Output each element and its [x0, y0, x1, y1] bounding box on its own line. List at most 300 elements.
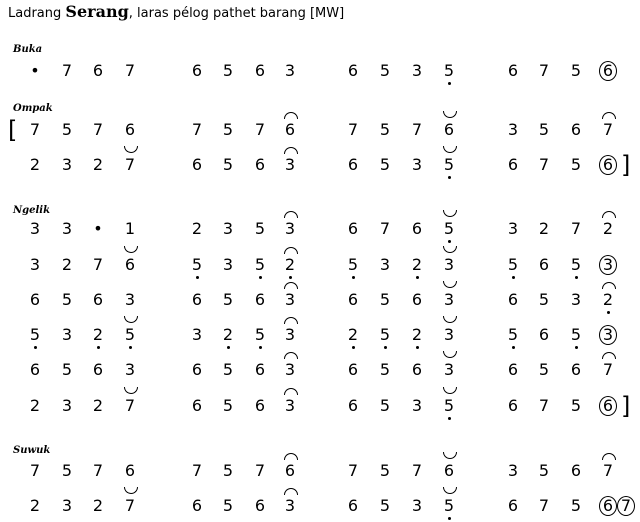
note — [502, 289, 524, 311]
note-glyph: 1 — [124, 219, 136, 238]
note-kenong-marked — [597, 359, 619, 381]
note — [565, 495, 587, 517]
note-glyph: 7 — [347, 461, 359, 480]
note-glyph: 5 — [61, 290, 73, 309]
note-kempul-marked — [438, 119, 460, 141]
note-glyph: 3 — [124, 290, 136, 309]
note-kenong-marked — [279, 495, 301, 517]
note-glyph: 3 — [191, 325, 203, 344]
note-kempul-marked — [438, 218, 460, 240]
note-glyph: 6 — [254, 61, 266, 80]
note — [186, 289, 208, 311]
note-glyph: 3 — [443, 290, 455, 309]
note — [186, 395, 208, 417]
note — [533, 218, 555, 240]
note — [406, 289, 428, 311]
note-glyph: 3 — [411, 496, 423, 515]
note-kenong-marked — [279, 218, 301, 240]
note-glyph: 2 — [602, 290, 614, 309]
note-glyph: 2 — [92, 496, 104, 515]
note-glyph: 3 — [507, 219, 519, 238]
note-glyph: 6 — [599, 396, 617, 416]
note-glyph: 6 — [347, 396, 359, 415]
note-glyph: • — [30, 61, 40, 80]
note-glyph: 7 — [92, 255, 104, 274]
note — [406, 395, 428, 417]
note-glyph: 6 — [347, 155, 359, 174]
note — [374, 60, 396, 82]
note — [374, 289, 396, 311]
note-glyph: 2 — [92, 155, 104, 174]
note — [249, 395, 271, 417]
note — [24, 254, 46, 276]
note — [119, 359, 141, 381]
note-glyph: 5 — [507, 255, 519, 274]
note — [533, 119, 555, 141]
section-label-ngelik: Ngelik — [13, 205, 51, 216]
note-glyph: 6 — [443, 461, 455, 480]
note-kempul-marked — [438, 289, 460, 311]
note — [186, 495, 208, 517]
note — [342, 495, 364, 517]
note-glyph: 6 — [124, 255, 136, 274]
note — [119, 289, 141, 311]
note — [533, 289, 555, 311]
note-glyph: 7 — [124, 496, 136, 515]
note-glyph: 6 — [411, 219, 423, 238]
note-glyph: 7 — [602, 461, 614, 480]
note — [56, 119, 78, 141]
note — [502, 460, 524, 482]
note-kempul-marked — [438, 460, 460, 482]
note-glyph: 3 — [443, 255, 455, 274]
title-suffix: , laras pélog pathet barang [MW] — [128, 6, 345, 21]
note-glyph: 5 — [570, 255, 582, 274]
note-glyph: 5 — [443, 155, 455, 174]
note-glyph: 3 — [443, 325, 455, 344]
note-glyph: 7 — [124, 61, 136, 80]
note-glyph: 5 — [347, 255, 359, 274]
note — [217, 395, 239, 417]
note-glyph: 5 — [222, 155, 234, 174]
note — [502, 495, 524, 517]
note — [406, 460, 428, 482]
note-glyph: • — [93, 219, 103, 238]
note — [186, 218, 208, 240]
note-glyph: 7 — [570, 219, 582, 238]
note-glyph: 7 — [92, 120, 104, 139]
note-glyph: 5 — [254, 255, 266, 274]
note — [24, 324, 46, 346]
note-glyph: 3 — [284, 290, 296, 309]
note — [374, 359, 396, 381]
note — [406, 324, 428, 346]
section-label-buka: Buka — [13, 44, 43, 55]
note-kenong-marked — [279, 154, 301, 176]
note — [565, 119, 587, 141]
note-glyph: 5 — [570, 325, 582, 344]
note-glyph: 6 — [347, 360, 359, 379]
note — [217, 289, 239, 311]
note-gong-marked — [597, 395, 619, 417]
note — [186, 60, 208, 82]
note-kenong-marked — [279, 395, 301, 417]
note-glyph: 5 — [379, 290, 391, 309]
note-glyph: 6 — [347, 61, 359, 80]
note — [87, 119, 109, 141]
note-glyph: 5 — [254, 219, 266, 238]
note-glyph: 6 — [254, 360, 266, 379]
note-kempul-marked — [438, 254, 460, 276]
note-glyph: 2 — [222, 325, 234, 344]
note — [533, 154, 555, 176]
note-glyph: 6 — [124, 461, 136, 480]
note-glyph: 7 — [29, 461, 41, 480]
note — [406, 60, 428, 82]
note-glyph: 6 — [191, 496, 203, 515]
note-kenong-marked — [279, 289, 301, 311]
note-gong-marked — [597, 254, 619, 276]
note-glyph: 6 — [124, 120, 136, 139]
note-glyph: 3 — [222, 255, 234, 274]
note-glyph: 6 — [538, 325, 550, 344]
note-glyph: 6 — [507, 496, 519, 515]
note — [56, 60, 78, 82]
note-glyph: 5 — [443, 61, 455, 80]
note-glyph: 3 — [61, 325, 73, 344]
note-glyph: 7 — [602, 120, 614, 139]
note-glyph: 2 — [29, 396, 41, 415]
note — [342, 154, 364, 176]
note — [565, 460, 587, 482]
note-kenong-marked — [279, 460, 301, 482]
note-glyph: 3 — [411, 396, 423, 415]
note — [217, 359, 239, 381]
note-glyph: 5 — [222, 290, 234, 309]
note-glyph: 6 — [599, 155, 617, 175]
note-glyph: 3 — [284, 155, 296, 174]
note — [502, 324, 524, 346]
note — [249, 60, 271, 82]
note-glyph: 6 — [507, 290, 519, 309]
note-glyph: 6 — [254, 290, 266, 309]
note-glyph: 6 — [347, 496, 359, 515]
note-glyph: 3 — [61, 496, 73, 515]
note — [217, 218, 239, 240]
note-glyph: 6 — [507, 61, 519, 80]
note-gong-marked — [597, 60, 619, 82]
note-kempul-marked — [119, 395, 141, 417]
note-glyph: 7 — [602, 360, 614, 379]
note — [87, 359, 109, 381]
note-kenong-marked — [597, 460, 619, 482]
note — [342, 119, 364, 141]
note — [87, 254, 109, 276]
note-glyph: 6 — [191, 396, 203, 415]
note — [374, 324, 396, 346]
note — [217, 154, 239, 176]
note — [502, 218, 524, 240]
note — [374, 254, 396, 276]
note-glyph: 5 — [570, 61, 582, 80]
note-glyph: 6 — [191, 61, 203, 80]
note-glyph: 7 — [538, 396, 550, 415]
rest-dot — [87, 218, 109, 240]
note — [24, 395, 46, 417]
note — [249, 359, 271, 381]
note — [502, 254, 524, 276]
note — [24, 460, 46, 482]
note — [342, 395, 364, 417]
note — [533, 359, 555, 381]
repeat-bracket-open: [ — [8, 116, 18, 144]
note-glyph: 2 — [602, 219, 614, 238]
note-glyph: 3 — [61, 219, 73, 238]
note — [217, 60, 239, 82]
note — [374, 395, 396, 417]
note — [279, 60, 301, 82]
note-gong-marked — [597, 154, 619, 176]
note-glyph: 3 — [507, 120, 519, 139]
note — [87, 460, 109, 482]
note — [565, 60, 587, 82]
note-glyph: 5 — [379, 325, 391, 344]
note — [374, 460, 396, 482]
note — [186, 460, 208, 482]
note-glyph: 3 — [284, 61, 296, 80]
note-glyph: 5 — [538, 461, 550, 480]
note — [502, 395, 524, 417]
note-glyph: 3 — [443, 360, 455, 379]
note — [87, 154, 109, 176]
note-glyph: 6 — [599, 61, 617, 81]
note-gong-marked — [597, 324, 619, 346]
note — [533, 460, 555, 482]
note — [502, 359, 524, 381]
note — [374, 154, 396, 176]
note-glyph: 6 — [443, 120, 455, 139]
note-glyph: 3 — [570, 290, 582, 309]
note — [217, 324, 239, 346]
note-glyph: 2 — [538, 219, 550, 238]
note — [342, 218, 364, 240]
note-glyph: 6 — [254, 496, 266, 515]
note — [249, 154, 271, 176]
note — [24, 495, 46, 517]
note — [565, 218, 587, 240]
note-glyph: 2 — [347, 325, 359, 344]
note-glyph: 7 — [411, 120, 423, 139]
note-glyph: 3 — [61, 155, 73, 174]
note-glyph: 6 — [570, 120, 582, 139]
note-kempul-marked — [438, 495, 460, 517]
note-glyph: 2 — [411, 255, 423, 274]
note-glyph: 7 — [92, 461, 104, 480]
note-kenong-marked — [279, 324, 301, 346]
note-glyph: 6 — [191, 360, 203, 379]
note-glyph: 6 — [92, 360, 104, 379]
note-glyph: 3 — [411, 155, 423, 174]
note — [502, 119, 524, 141]
note-kenong-marked — [279, 359, 301, 381]
note-glyph: 7 — [347, 120, 359, 139]
note-glyph: 5 — [538, 290, 550, 309]
note-glyph: 7 — [191, 461, 203, 480]
note-glyph: 6 — [284, 120, 296, 139]
note-glyph: 7 — [254, 461, 266, 480]
note — [249, 218, 271, 240]
note-glyph: 5 — [379, 120, 391, 139]
title-prefix: Ladrang — [8, 6, 62, 21]
note-glyph: 6 — [347, 290, 359, 309]
note-glyph: 3 — [599, 325, 617, 345]
note-glyph: 5 — [379, 61, 391, 80]
note-glyph: 2 — [92, 325, 104, 344]
note — [56, 495, 78, 517]
note-kempul-marked — [438, 324, 460, 346]
note — [24, 119, 46, 141]
note — [249, 119, 271, 141]
note-glyph: 5 — [222, 120, 234, 139]
note-kempul-marked — [119, 254, 141, 276]
note — [342, 359, 364, 381]
note — [438, 60, 460, 82]
note-glyph: 6 — [29, 360, 41, 379]
note-glyph: 7 — [29, 120, 41, 139]
note-glyph: 6 — [570, 461, 582, 480]
note — [87, 324, 109, 346]
note-glyph: 5 — [443, 219, 455, 238]
note — [186, 359, 208, 381]
note-glyph: 5 — [222, 360, 234, 379]
note-glyph: 5 — [61, 461, 73, 480]
note-glyph: 5 — [379, 396, 391, 415]
note-glyph: 3 — [411, 61, 423, 80]
note-glyph: 3 — [284, 496, 296, 515]
note-glyph: 7 — [254, 120, 266, 139]
note — [533, 395, 555, 417]
note — [533, 254, 555, 276]
note — [87, 289, 109, 311]
note-glyph: 6 — [411, 290, 423, 309]
note-kenong-marked — [597, 289, 619, 311]
note-glyph: 7 — [538, 496, 550, 515]
note — [56, 218, 78, 240]
note — [249, 495, 271, 517]
note-kenong-marked — [279, 254, 301, 276]
note-glyph: 6 — [507, 396, 519, 415]
note — [406, 495, 428, 517]
note — [342, 460, 364, 482]
note-glyph: 5 — [443, 396, 455, 415]
note-glyph: 6 — [92, 61, 104, 80]
note-glyph: 3 — [284, 219, 296, 238]
note-glyph: 5 — [222, 461, 234, 480]
note-glyph: 5 — [254, 325, 266, 344]
note — [186, 154, 208, 176]
note-glyph: 5 — [379, 496, 391, 515]
note-glyph: 6 — [191, 290, 203, 309]
note — [565, 359, 587, 381]
note — [406, 254, 428, 276]
note — [565, 289, 587, 311]
note — [119, 218, 141, 240]
note-glyph: 3 — [29, 255, 41, 274]
note-glyph: 2 — [191, 219, 203, 238]
note — [249, 324, 271, 346]
note — [87, 495, 109, 517]
note — [565, 324, 587, 346]
note-glyph: 6 — [507, 360, 519, 379]
note-glyph: 3 — [61, 396, 73, 415]
note-glyph: 3 — [284, 360, 296, 379]
note-glyph: 2 — [92, 396, 104, 415]
note-glyph: 5 — [61, 360, 73, 379]
note — [406, 218, 428, 240]
note — [342, 254, 364, 276]
note — [24, 359, 46, 381]
note — [217, 460, 239, 482]
note — [406, 359, 428, 381]
note-glyph: 6 — [284, 461, 296, 480]
note — [406, 154, 428, 176]
note — [565, 254, 587, 276]
note — [217, 119, 239, 141]
repeat-bracket-close: ] — [621, 392, 631, 420]
note-glyph: 7 — [538, 155, 550, 174]
note-gong-marked — [615, 495, 637, 517]
note-glyph: 3 — [29, 219, 41, 238]
note-glyph: 6 — [347, 219, 359, 238]
note — [87, 395, 109, 417]
note — [342, 60, 364, 82]
note-glyph: 3 — [599, 255, 617, 275]
note — [565, 154, 587, 176]
note-glyph: 3 — [222, 219, 234, 238]
note-glyph: 7 — [617, 496, 635, 516]
note-glyph: 5 — [570, 396, 582, 415]
note — [406, 119, 428, 141]
note — [374, 119, 396, 141]
note — [533, 60, 555, 82]
note-glyph: 6 — [254, 396, 266, 415]
note — [56, 254, 78, 276]
note-glyph: 5 — [570, 496, 582, 515]
note — [56, 154, 78, 176]
note — [56, 359, 78, 381]
note-glyph: 5 — [222, 61, 234, 80]
note — [24, 218, 46, 240]
note-glyph: 5 — [61, 120, 73, 139]
section-label-ompak: Ompak — [13, 103, 53, 114]
note-glyph: 5 — [538, 360, 550, 379]
note — [56, 395, 78, 417]
note-glyph: 6 — [507, 155, 519, 174]
note-glyph: 7 — [379, 219, 391, 238]
note — [502, 60, 524, 82]
note — [56, 289, 78, 311]
note — [342, 324, 364, 346]
note-glyph: 2 — [284, 255, 296, 274]
note-glyph: 5 — [29, 325, 41, 344]
note-glyph: 3 — [284, 396, 296, 415]
note — [342, 289, 364, 311]
note-glyph: 2 — [411, 325, 423, 344]
repeat-bracket-close: ] — [621, 151, 631, 179]
note — [217, 495, 239, 517]
note — [24, 289, 46, 311]
note — [502, 154, 524, 176]
